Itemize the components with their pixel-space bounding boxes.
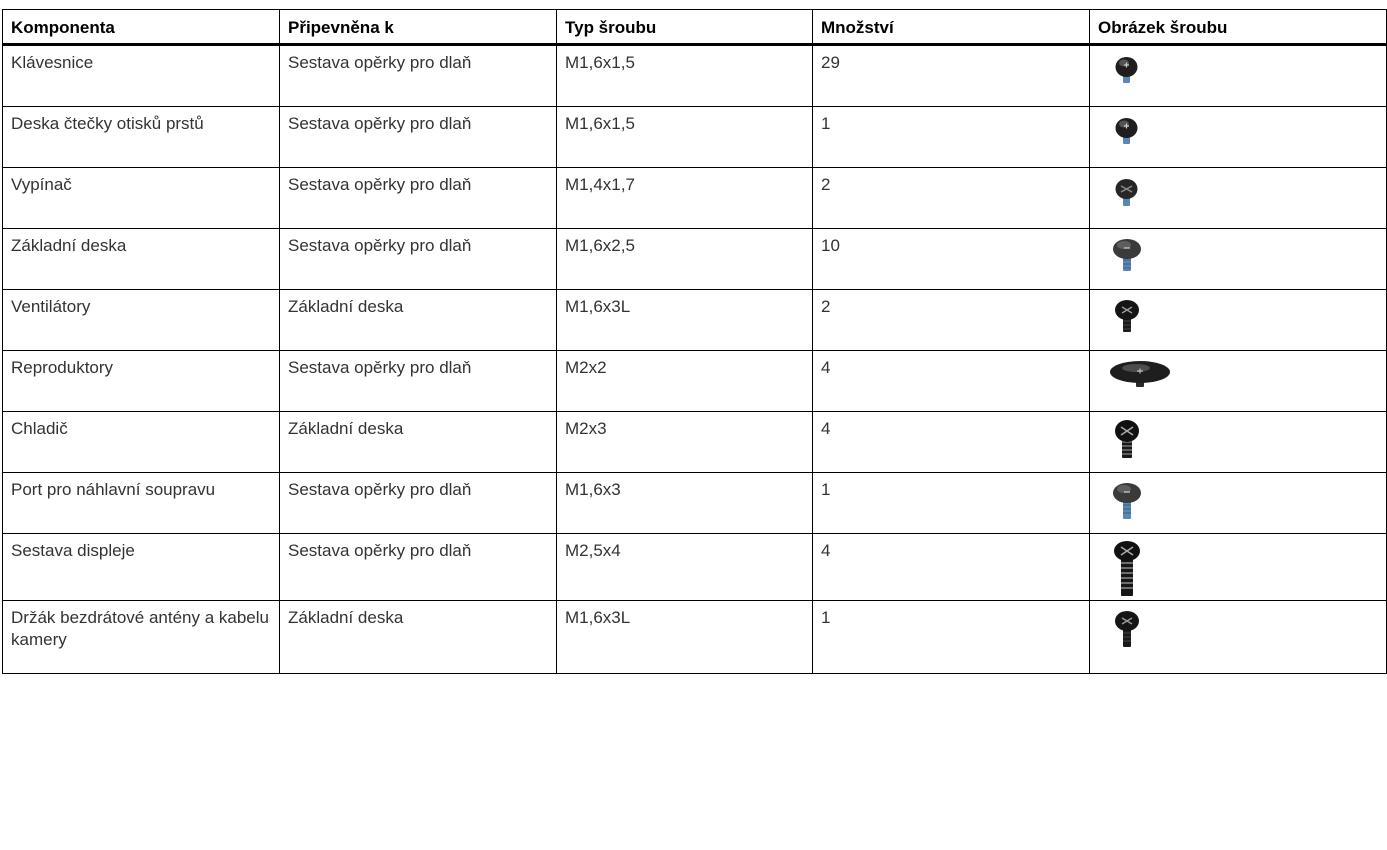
cell-quantity: 1 xyxy=(813,473,1090,534)
header-component: Komponenta xyxy=(3,10,280,45)
table-row xyxy=(3,290,1387,351)
table-row xyxy=(3,168,1387,229)
cell-screw-type: M1,6x1,5 xyxy=(557,107,813,168)
cell-quantity: 1 xyxy=(813,107,1090,168)
cell-screw-type: M1,6x2,5 xyxy=(557,229,813,290)
cell-screw-type: M2x2 xyxy=(557,351,813,412)
cell-screw-image xyxy=(1090,45,1387,107)
cell-attached-to: Sestava opěrky pro dlaň xyxy=(280,168,557,229)
cell-quantity: 4 xyxy=(813,351,1090,412)
table-row xyxy=(3,601,1387,674)
cell-attached-to: Sestava opěrky pro dlaň xyxy=(280,351,557,412)
cell-quantity: 10 xyxy=(813,229,1090,290)
cell-screw-type: M2x3 xyxy=(557,412,813,473)
cell-screw-type: M2,5x4 xyxy=(557,534,813,601)
cell-screw-image xyxy=(1090,412,1387,473)
table-row xyxy=(3,229,1387,290)
cell-attached-to: Sestava opěrky pro dlaň xyxy=(280,45,557,107)
table-row xyxy=(3,107,1387,168)
screw-wide-flat-icon xyxy=(1098,355,1188,399)
screw-table xyxy=(2,9,1387,674)
screw-medium-black-icon xyxy=(1098,294,1158,340)
cell-screw-image xyxy=(1090,473,1387,534)
cell-component: Ventilátory xyxy=(3,290,280,351)
table-header-row xyxy=(3,10,1387,45)
cell-attached-to: Základní deska xyxy=(280,290,557,351)
cell-attached-to: Sestava opěrky pro dlaň xyxy=(280,229,557,290)
cell-component: Deska čtečky otisků prstů xyxy=(3,107,280,168)
cell-screw-image xyxy=(1090,351,1387,412)
table-row xyxy=(3,351,1387,412)
screw-threaded-icon xyxy=(1098,416,1158,464)
cell-screw-image xyxy=(1090,601,1387,674)
cell-quantity: 29 xyxy=(813,45,1090,107)
header-screw-image: Obrázek šroubu xyxy=(1090,10,1387,45)
cell-screw-type: M1,6x3 xyxy=(557,473,813,534)
cell-component: Reproduktory xyxy=(3,351,280,412)
cell-component: Klávesnice xyxy=(3,45,280,107)
cell-attached-to: Sestava opěrky pro dlaň xyxy=(280,534,557,601)
cell-attached-to: Sestava opěrky pro dlaň xyxy=(280,473,557,534)
cell-component: Port pro náhlavní soupravu xyxy=(3,473,280,534)
cell-component: Chladič xyxy=(3,412,280,473)
screw-small-icon xyxy=(1098,111,1158,155)
table-row xyxy=(3,534,1387,601)
cell-attached-to: Základní deska xyxy=(280,601,557,674)
cell-screw-type: M1,6x3L xyxy=(557,290,813,351)
cell-screw-image xyxy=(1090,107,1387,168)
cell-quantity: 1 xyxy=(813,601,1090,674)
screw-small-phillips-icon xyxy=(1098,172,1158,216)
cell-screw-image xyxy=(1090,290,1387,351)
screw-small-icon xyxy=(1098,50,1158,94)
cell-quantity: 2 xyxy=(813,168,1090,229)
screw-medium-icon xyxy=(1098,477,1158,527)
table-row xyxy=(3,45,1387,107)
cell-attached-to: Sestava opěrky pro dlaň xyxy=(280,107,557,168)
screw-medium-black-icon xyxy=(1098,605,1158,655)
cell-component: Základní deska xyxy=(3,229,280,290)
cell-screw-image xyxy=(1090,229,1387,290)
cell-component: Sestava displeje xyxy=(3,534,280,601)
cell-screw-type: M1,4x1,7 xyxy=(557,168,813,229)
cell-quantity: 2 xyxy=(813,290,1090,351)
cell-screw-image xyxy=(1090,168,1387,229)
table-row xyxy=(3,412,1387,473)
header-attached-to: Připevněna k xyxy=(280,10,557,45)
table-row xyxy=(3,473,1387,534)
cell-screw-type: M1,6x3L xyxy=(557,601,813,674)
screw-long-threaded-icon xyxy=(1098,538,1158,600)
cell-screw-image xyxy=(1090,534,1387,601)
cell-quantity: 4 xyxy=(813,534,1090,601)
header-quantity: Množství xyxy=(813,10,1090,45)
header-screw-type: Typ šroubu xyxy=(557,10,813,45)
screw-medium-icon xyxy=(1098,233,1158,279)
cell-attached-to: Základní deska xyxy=(280,412,557,473)
cell-screw-type: M1,6x1,5 xyxy=(557,45,813,107)
cell-quantity: 4 xyxy=(813,412,1090,473)
cell-component: Vypínač xyxy=(3,168,280,229)
cell-component: Držák bezdrátové antény a kabelu kamery xyxy=(3,601,280,674)
